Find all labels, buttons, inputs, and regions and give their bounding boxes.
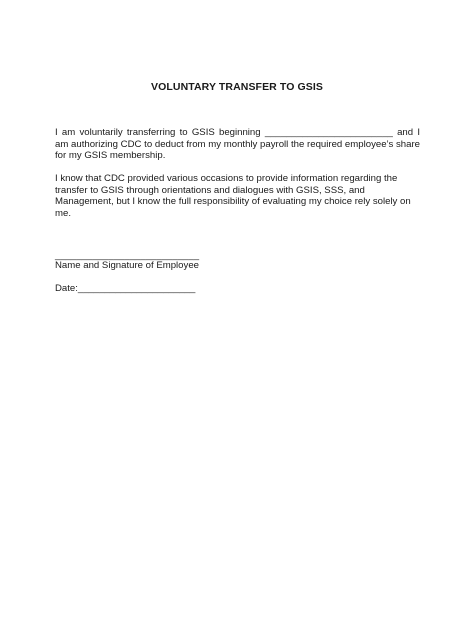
document-title: VOLUNTARY TRANSFER TO GSIS	[151, 81, 323, 93]
signature-label: Name and Signature of Employee	[55, 260, 199, 271]
signature-line: ___________________________	[55, 250, 200, 261]
date-field: Date:______________________	[55, 283, 196, 294]
acknowledgement-paragraph: I know that CDC provided various occasions to provide information regarding the transfer to GSIS through orientations and dialogues with GSIS, SSS, and Management, but I know the full responsibility of evaluating my choice rely solely on me.	[55, 173, 411, 219]
transfer-statement-paragraph: I am voluntarily transferring to GSIS beginning ________________________ and I am authorizing CDC to deduct from my monthly payroll the required employee’s share for my GSIS membership.	[55, 127, 420, 162]
